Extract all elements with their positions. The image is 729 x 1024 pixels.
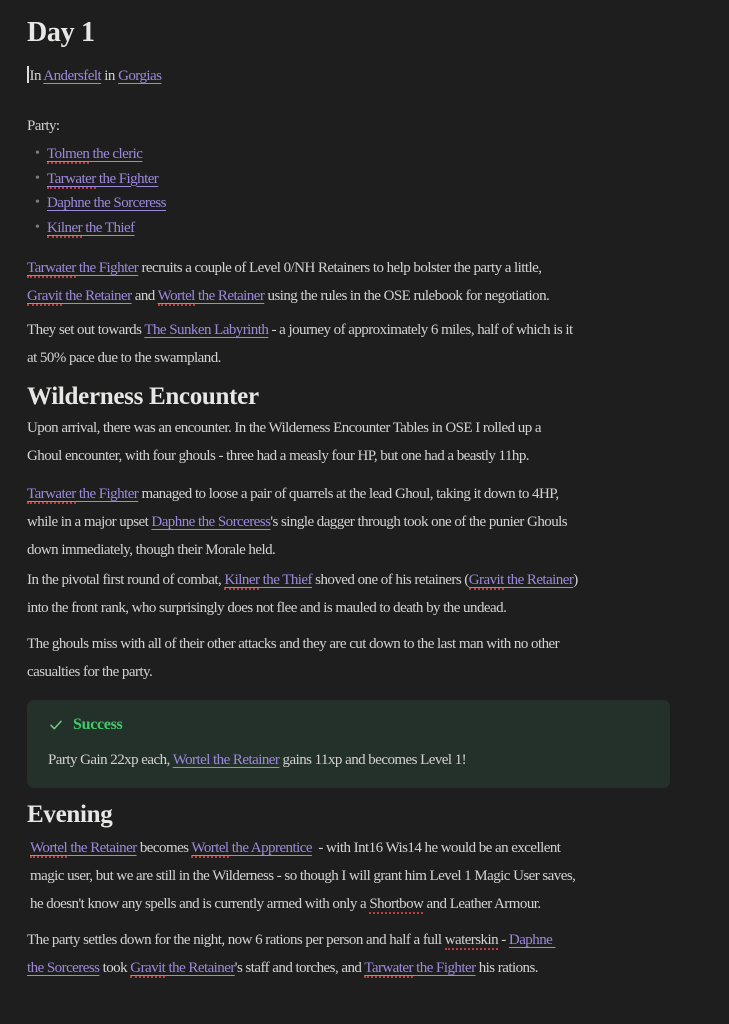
misspelled-word: Kilner	[224, 572, 260, 588]
wiki-link[interactable]: Daphne	[508, 932, 556, 948]
note-title: Day 1	[27, 17, 95, 48]
misspelled-word: Tarwater	[47, 170, 96, 187]
section-heading-wilderness-encounter: Wilderness Encounter	[27, 383, 259, 410]
party-label: Party:	[27, 118, 60, 134]
wiki-link[interactable]: Andersfelt	[43, 68, 102, 84]
misspelled-word: Shortbow	[369, 896, 424, 912]
wiki-link[interactable]: Daphne the Sorceress	[47, 195, 166, 211]
wiki-link[interactable]: The Sunken Labyrinth	[144, 322, 269, 338]
wiki-link[interactable]: Gorgias	[118, 68, 162, 84]
misspelled-word: Gravit	[27, 288, 63, 304]
list-item	[37, 167, 690, 192]
paragraph-encounter-roll: Upon arrival, there was an encounter. In the Wilderness Encounter Tables in OSE I rolled up a Ghoul encounter, with four ghouls - three had a measly four HP, but one had a beastly 11hp.	[27, 420, 541, 464]
party-list	[37, 142, 690, 240]
wiki-link[interactable]: Tarwater the Fighter	[364, 960, 476, 976]
callout-title: Success	[73, 716, 123, 733]
misspelled-word: Gravit	[130, 960, 166, 976]
misspelled-word: Tarwater	[27, 486, 76, 502]
callout-title-row	[48, 715, 650, 735]
wiki-link[interactable]: Wortel the Apprentice	[191, 840, 312, 856]
misspelled-word: Wortel	[30, 840, 68, 856]
check-icon	[48, 717, 64, 733]
wiki-link[interactable]: Tarwater the Fighter	[27, 486, 139, 502]
misspelled-word: Tarwater	[364, 960, 413, 976]
paragraph-combat-3: The ghouls miss with all of their other attacks and they are cut down to the last man with no other casualties for the party.	[27, 636, 560, 680]
misspelled-word: Tarwater	[27, 260, 76, 276]
list-item	[37, 191, 690, 216]
wiki-link[interactable]: Wortel the Retainer	[157, 288, 265, 304]
paragraph-evening-2: The party settles down for the night, now 6 rations per person and half a full waterskin - Daphne the Sorceress took Gravit the Retainer's staff and torches, and Tarwater the Fighter his rations.	[27, 932, 556, 976]
wiki-link[interactable]: Wortel the Retainer	[172, 752, 280, 768]
wiki-link[interactable]: Kilner the Thief	[47, 219, 135, 236]
wiki-link[interactable]: Gravit the Retainer	[130, 960, 235, 976]
wiki-link[interactable]: Tarwater the Fighter	[27, 260, 139, 276]
wiki-link[interactable]: Gravit the Retainer	[468, 572, 574, 588]
misspelled-word: Kilner	[47, 219, 83, 236]
wiki-link[interactable]: the Sorceress	[27, 960, 100, 976]
wiki-link[interactable]: Daphne the Sorceress	[151, 514, 271, 530]
list-item	[37, 142, 690, 167]
paragraph-combat-1: Tarwater the Fighter managed to loose a pair of quarrels at the lead Ghoul, taking it down to 4HP, while in a major upset Daphne the Sorceress's single dagger through took one of the punier Ghouls down immediately, though their Morale held.	[27, 486, 568, 558]
wiki-link[interactable]: Gravit the Retainer	[27, 288, 132, 304]
misspelled-word: Wortel	[191, 840, 229, 856]
wiki-link[interactable]: Wortel the Retainer	[30, 840, 137, 856]
callout-success	[27, 700, 670, 788]
section-heading-evening: Evening	[27, 801, 113, 828]
misspelled-word: waterskin	[444, 932, 499, 948]
wiki-link[interactable]: Kilner the Thief	[224, 572, 312, 588]
wiki-link[interactable]: Tarwater the Fighter	[47, 170, 159, 187]
paragraph-journey: They set out towards The Sunken Labyrinth - a journey of approximately 6 miles, half of which is it at 50% pace due to the swampland.	[27, 322, 573, 366]
paragraph-recruits: Tarwater the Fighter recruits a couple of Level 0/NH Retainers to help bolster the party a little, Gravit the Retainer and Wortel the Retainer using the rules in the OSE rulebook for negotiation.	[27, 260, 550, 304]
misspelled-word: Wortel	[157, 288, 195, 304]
wiki-link[interactable]: Tolmen the cleric	[47, 146, 143, 162]
callout-body: Party Gain 22xp each, Wortel the Retainer gains 11xp and becomes Level 1!	[48, 752, 467, 768]
list-item	[37, 216, 690, 241]
misspelled-word: Gravit	[468, 572, 504, 588]
text-cursor	[27, 66, 29, 83]
paragraph-location: In Andersfelt in Gorgias	[27, 62, 690, 90]
misspelled-word: Tolmen	[47, 146, 90, 162]
paragraph-combat-2: In the pivotal first round of combat, Kilner the Thief shoved one of his retainers (Gravit the Retainer) into the front rank, who surprisingly does not flee and is mauled to death by the undead.	[27, 572, 578, 616]
paragraph-evening-1: Wortel the Retainer becomes Wortel the Apprentice - with Int16 Wis14 he would be an excellent magic user, but we are still in the Wilderness - so though I will grant him Level 1 Magic User saves, he doesn't know any spells and is currently armed with only a Shortbow and Leather Armour.	[30, 840, 576, 912]
